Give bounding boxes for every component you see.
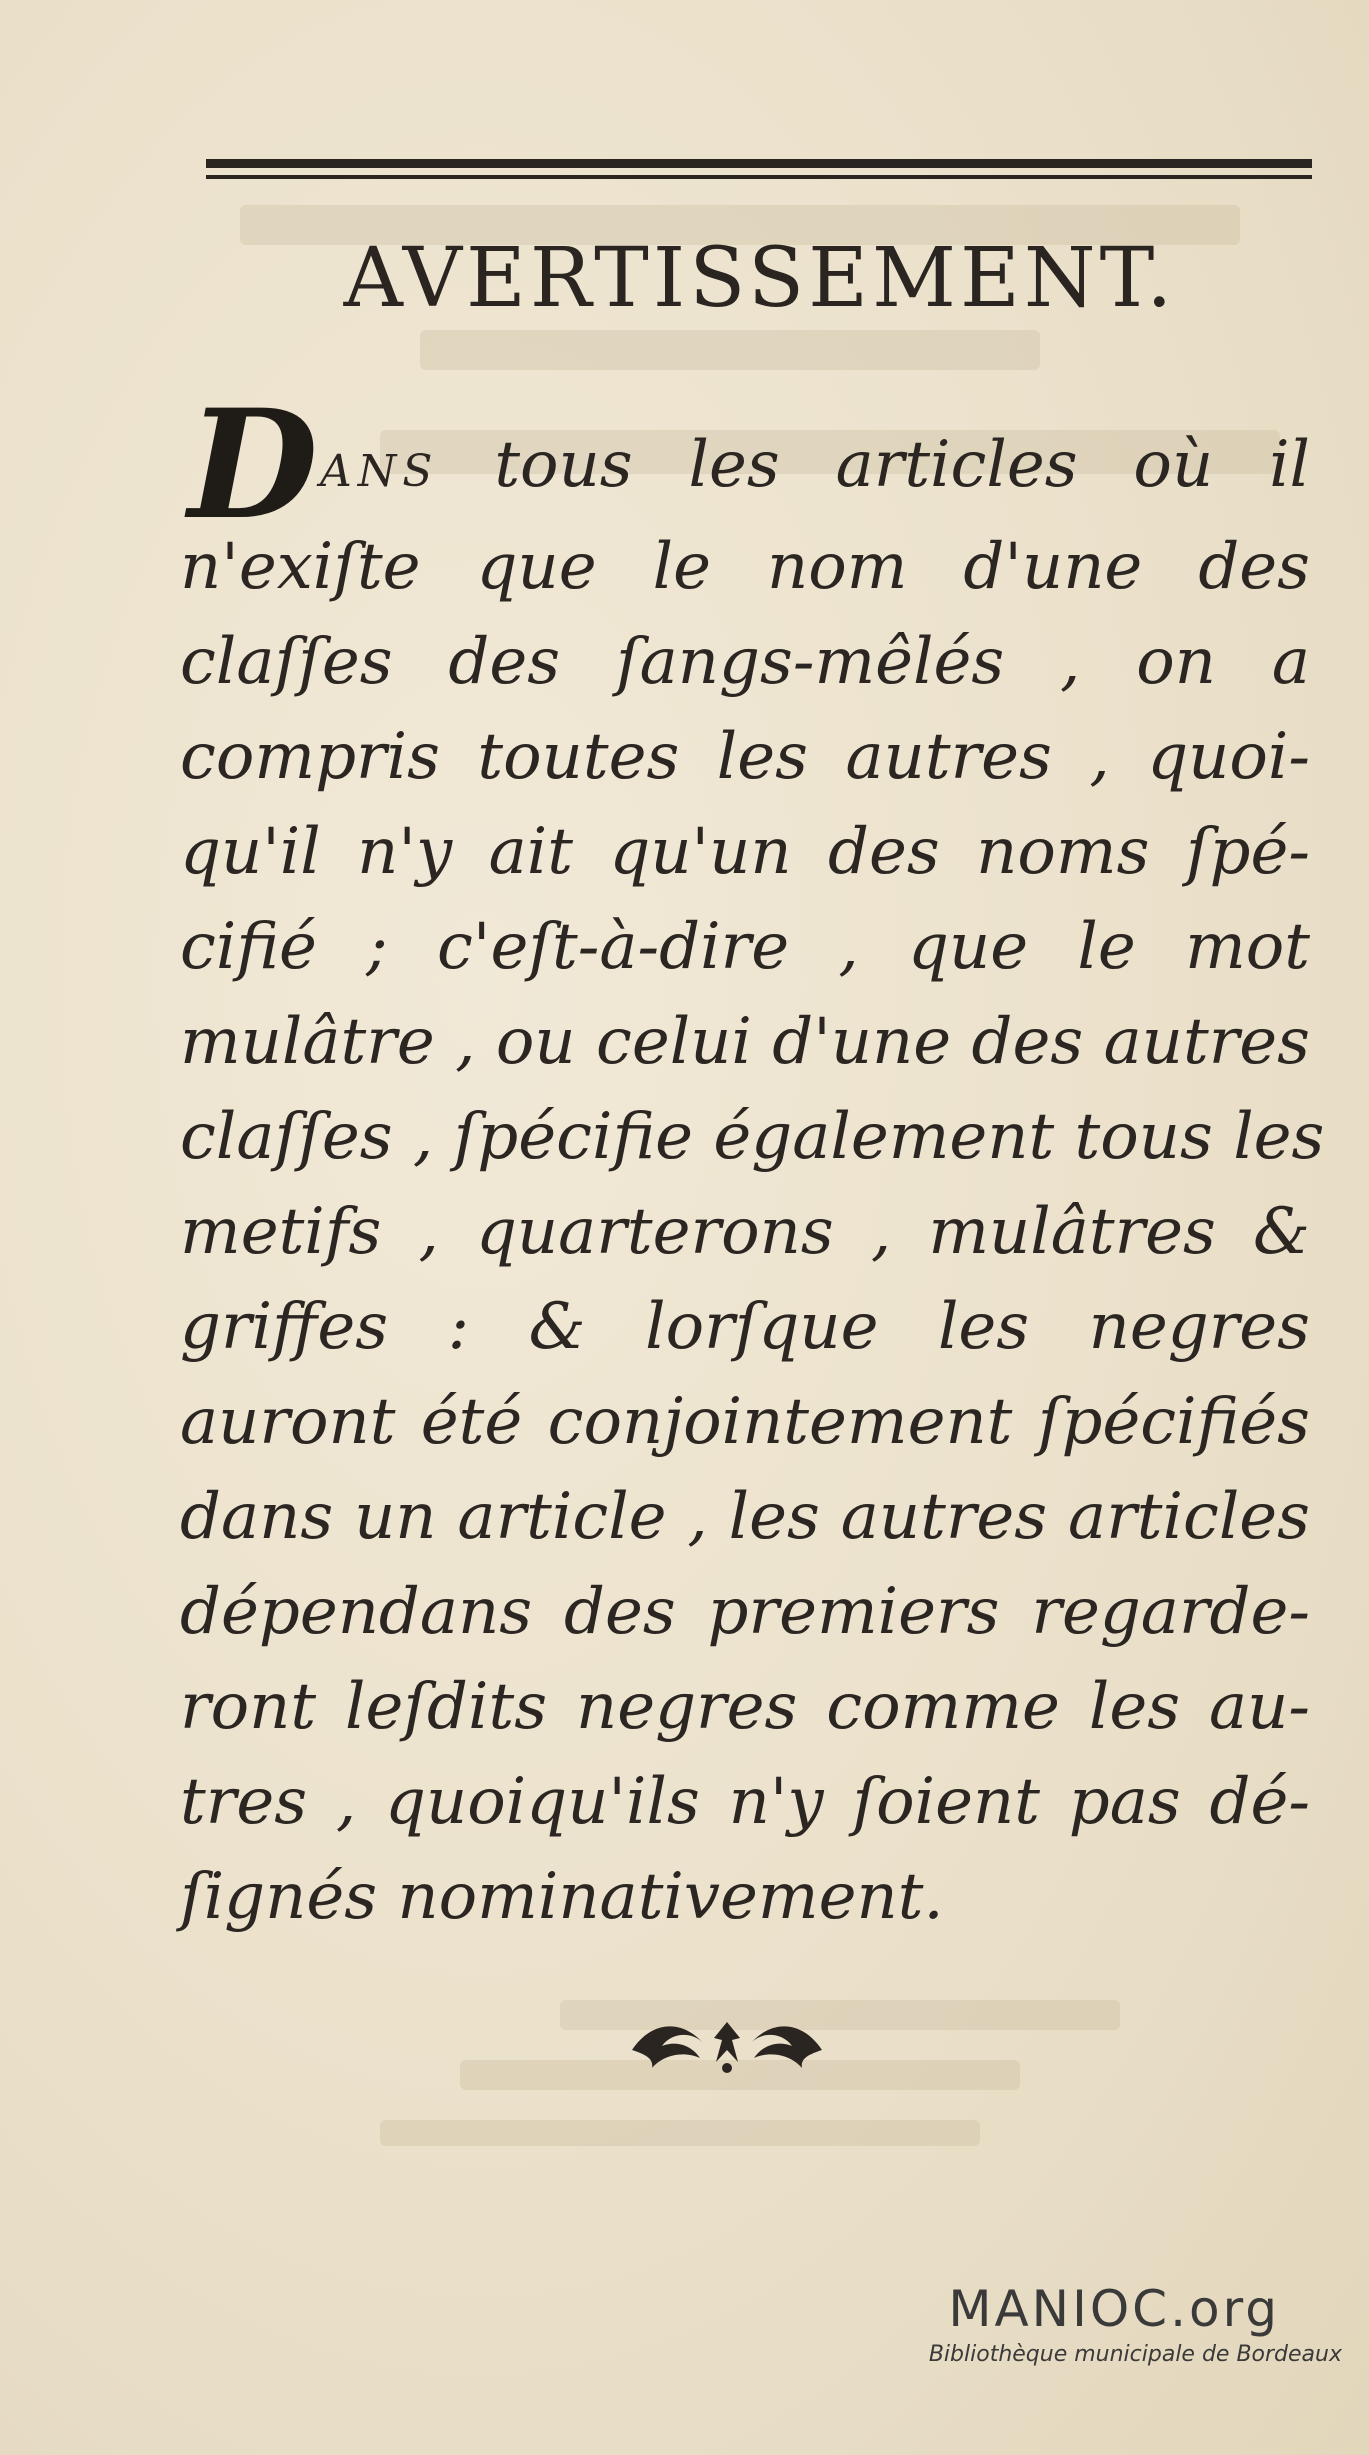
- text-line: mulâtre , ou celui d'une des autres: [180, 1005, 1310, 1079]
- double-rule-ornament: [206, 157, 1312, 201]
- watermark: [0, 2280, 1342, 2367]
- text-line: qu'il n'y ait qu'un des noms ſpé-: [180, 815, 1310, 889]
- text-line: claſſes des ſangs-mêlés , on a: [180, 625, 1310, 699]
- drop-cap: D: [188, 377, 319, 553]
- text-line: griffes : & lorſque les negres: [180, 1290, 1310, 1364]
- small-caps-word: ANS: [320, 446, 439, 497]
- fleuron-ornament: [622, 2010, 832, 2080]
- text-line: dépendans des premiers regarde-: [180, 1575, 1310, 1649]
- text-line: ſignés nominativement.: [180, 1860, 944, 1934]
- text-line: compris toutes les autres , quoi-: [180, 720, 1310, 794]
- text-line: dans un article , les autres articles: [180, 1480, 1310, 1554]
- text-line: tres , quoiqu'ils n'y ſoient pas dé-: [180, 1765, 1310, 1839]
- first-line-text: [320, 410, 1310, 527]
- page-heading: AVERTISSEMENT.: [343, 231, 1177, 326]
- first-line: [180, 377, 1311, 553]
- text-line: claſſes , ſpécifie également tous les: [180, 1100, 1325, 1174]
- body-paragraph: [180, 377, 1325, 1945]
- manioc-logo: MANIOC.org: [948, 2280, 1280, 2338]
- text-line: auront été conjointement ſpécifiés: [180, 1385, 1310, 1459]
- first-line-rest: tous les articles où il: [494, 428, 1311, 502]
- text-line: ront leſdits negres comme les au-: [180, 1670, 1310, 1744]
- text-line: cifié ; c'eſt-à-dire , que le mot: [180, 910, 1310, 984]
- text-line: metifs , quarterons , mulâtres &: [180, 1195, 1310, 1269]
- library-credit: Bibliothèque municipale de Bordeaux: [928, 2342, 1342, 2367]
- text-line: n'exiſte que le nom d'une des: [180, 530, 1310, 604]
